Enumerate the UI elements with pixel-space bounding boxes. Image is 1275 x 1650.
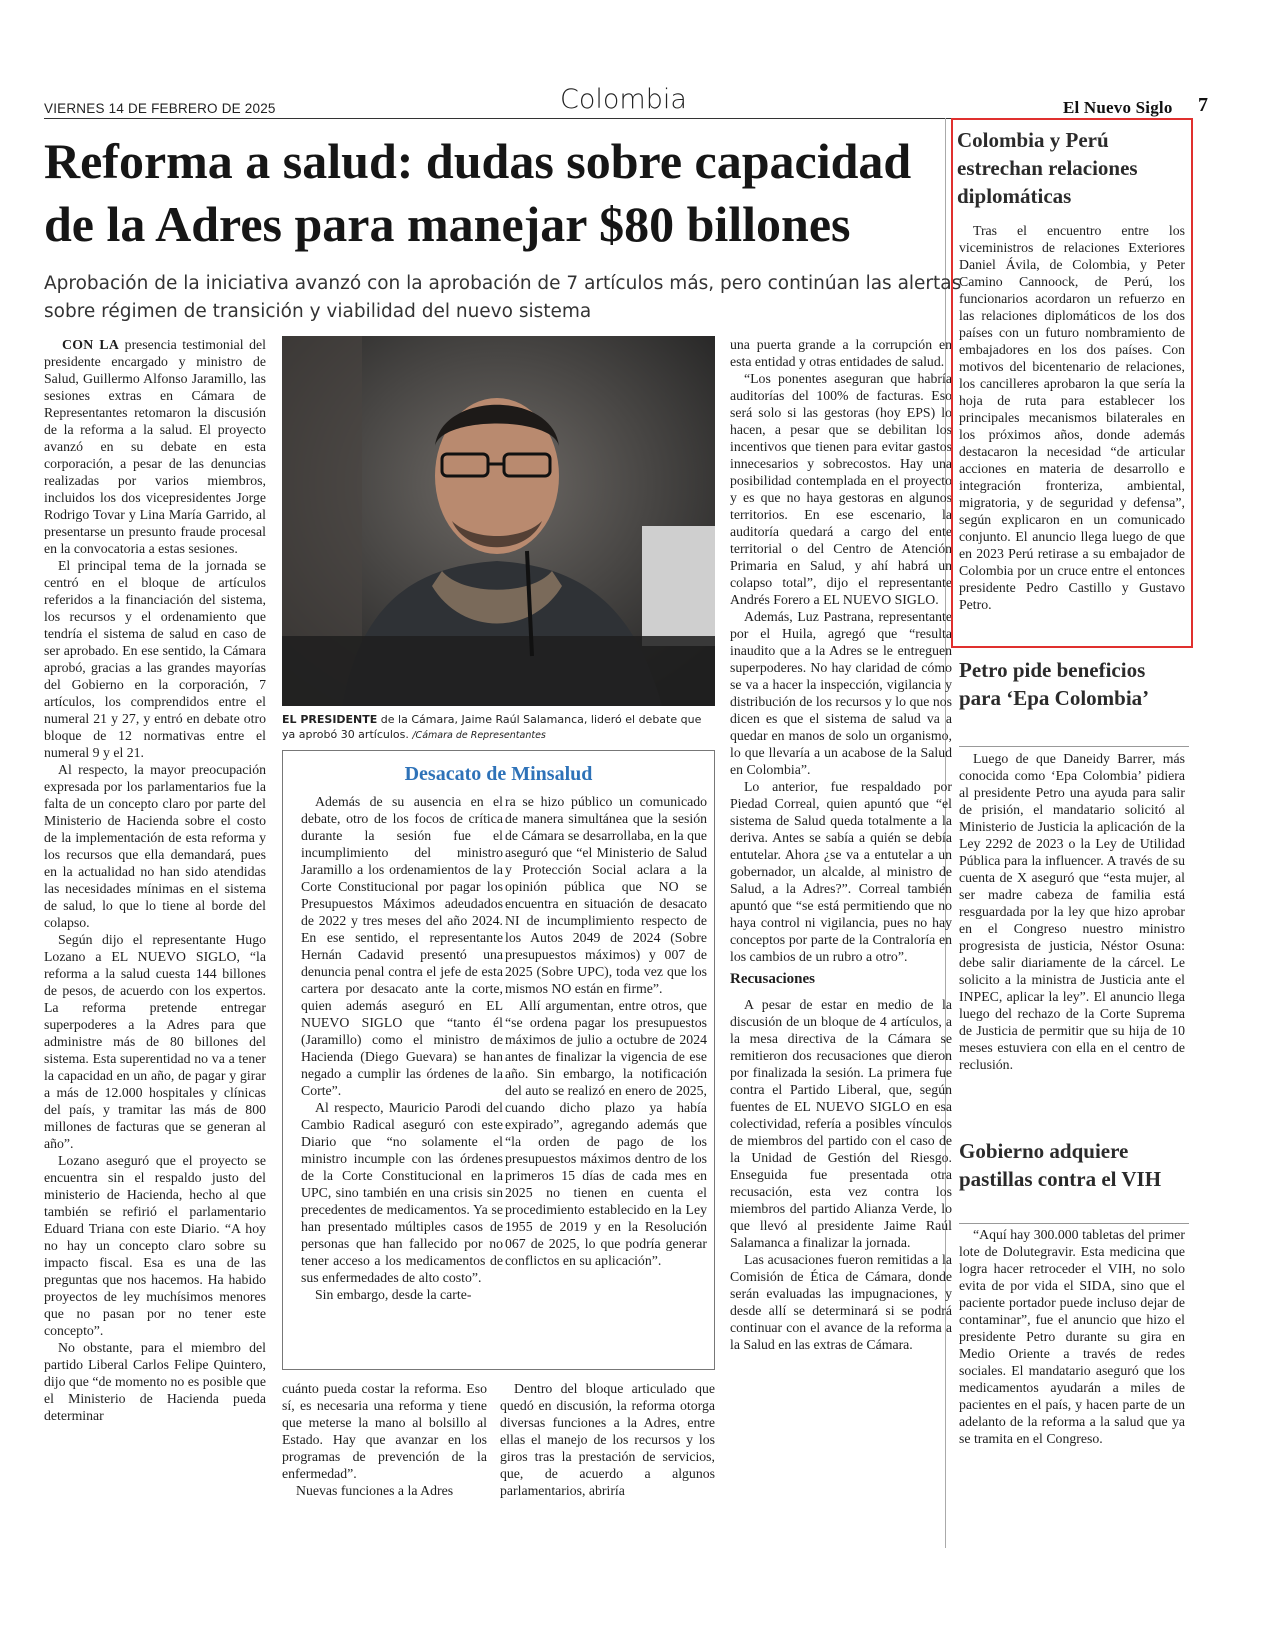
subhead-recusaciones: Recusaciones: [730, 971, 815, 987]
box-column-b: [505, 793, 707, 1363]
article-paragraph: Además, Luz Pastrana, representante por el Huila, agregó que “resulta inaudito que a la Adres se le entreguen superpoderes. No hay claridad de cómo se va a hacer la inspección, vigilancia y distribución de los recursos y lo que nos dicen es que el sistema de salud va a quedar en manos de solo un organismo, lo que llevaría a un acabose de la Salud en Colombia”.: [730, 609, 952, 777]
sidebar-story-3-title: Gobierno adquiere pastillas contra el VIH: [959, 1139, 1162, 1191]
article-paragraph: una puerta grande a la corrupción en esta entidad y otras entidades de salud.: [730, 337, 952, 369]
sidebar-rule: [959, 1223, 1189, 1224]
article-deck: Aprobación de la iniciativa avanzó con la aprobación de 7 artículos más, pero continúan las alertas sobre régimen de transición y viabilidad del nuevo sistema: [44, 273, 962, 322]
box-paragraph: Allí argumentan, entre otros, que “se ordena pagar los presupuestos máximos de julio a octubre de 2024 antes de finalizar la vigencia de ese año. Sin embargo, la notificación del auto se realizó en enero de 2025, cuando dicho plazo ya había expirado”, agregando además que “la orden de pago de los presupuestos máximos dentro de los primeros 15 días de cada mes en 2025 no tienen en cuenta el procedimiento establecido en la Ley 1955 de 2019 y en la Resolución 067 de 2025, lo que podría generar conflictos en su aplicación”.: [505, 998, 707, 1268]
article-paragraph: El principal tema de la jornada se centró en el bloque de artículos referidos a la financiación del sistema, los recursos y el ordenamiento que tendría el sistema de salud en caso de ser aprobado. En ese sentido, la Cámara aprobó, gracias a las grandes mayorías del Gobierno en la corporación, 7 artículos, los comprendidos entre el numeral 21 y 27, y entró en debate otro bloque de 12 normativas entre el numeral 9 y el 21.: [44, 558, 266, 760]
box-paragraph: ra se hizo público un comunicado de manera simultánea que la sesión de Cámara se desarrollaba, en la que aseguró que “el Ministerio de Salud y Protección Social aclara a la opinión pública que NO se encuentra en situación de desacato NI de incumplimiento respecto de los Autos 2049 de 2024 (Sobre presupuestos máximos) y 007 de 2025 (Sobre UPC), toda vez que los mismos NO están en firme”.: [505, 794, 707, 996]
article-paragraph: “Los ponentes aseguran que habría auditorías del 100% de facturas. Eso será solo si las gestoras (hoy EPS) lo hacen, a pesar que se debilitan los incentivos que tienen para evitar gastos innecesarios y sobrecostos. Hay una posibilidad contemplada en el proyecto y es que no haya gestoras en algunos territorios. En ese escenario, la auditoría quedará a cargo del ente territorial o del Centro de Atención Primaria en Salud, y ahí habrá un colapso total”, dijo el representante Andrés Forero a EL NUEVO SIGLO.: [730, 371, 952, 607]
article-paragraph: Dentro del bloque articulado que quedó en discusión, la reforma otorga diversas funciones a la Adres, entre ellas el manejo de los recursos y los giros tras la prestación de servicios, que, de acuerdo a algunos parlamentarios, abriría: [500, 1381, 715, 1498]
box-paragraph: Sin embargo, desde la carte-: [315, 1287, 472, 1302]
article-paragraph: No obstante, para el miembro del partido Liberal Carlos Felipe Quintero, dijo que “de momento no es posible que el Ministerio de Hacienda pueda determinar: [44, 1340, 266, 1423]
article-photo: [282, 336, 715, 706]
sidebar-story-1-title: Colombia y Perú estrechan relaciones diplomáticas: [957, 128, 1138, 208]
page-number: 7: [1198, 94, 1208, 116]
photo-caption: EL PRESIDENTE de la Cámara, Jaime Raúl Salamanca, lideró el debate que ya aprobó 30 artículos. /Cámara de Representantes: [282, 713, 702, 741]
sidebar-rule: [959, 746, 1189, 747]
newspaper-logo: El Nuevo Siglo: [1063, 98, 1173, 117]
headline-line-2: de la Adres para manejar $80 billones: [44, 196, 851, 252]
issue-date: VIERNES 14 DE FEBRERO DE 2025: [44, 101, 276, 116]
lead-in: CON LA: [62, 337, 120, 352]
article-paragraph: A pesar de estar en medio de la discusión de un bloque de 4 artículos, a la mesa directiva de la Cámara se remitieron dos recusaciones que dieron por finalizada la sesión. La primera fue contra el Partido Liberal, que, según fuentes de EL NUEVO SIGLO en esa colectividad, refería a posibles vínculos de miembros del partido con el caso de la Unidad de Gestión del Riesgo. Enseguida fue presentada otra recusación, esta vez contra los miembros del partido Alianza Verde, lo que llevó al presidente Jaime Raúl Salamanca a finalizar la jornada.: [730, 997, 952, 1250]
article-paragraph: Lozano aseguró que el proyecto se encuentra sin el respaldo justo del ministerio de Hacienda, hecho al que también se refirió el parlamentario Eduard Triana con este Diario. “A hoy no hay un concepto claro sobre su impacto fiscal. Esa es una de las preguntas que nos hacemos. Ha habido proyectos de ley muchísimos menores que no pasan por no tener este concepto”.: [44, 1153, 266, 1338]
article-paragraph: CON LA presencia testimonial del presidente encargado y ministro de Salud, Guillermo Alfonso Jaramillo, las sesiones extras en Cámara de Representantes retomaron la discusión de la reforma a la salud. El proyecto avanzó en su debate en esta corporación, a pesar de las denuncias realizadas por varios miembros, incluidos los dos vicepresidentes Jorge Rodrigo Tovar y Lina María Garrido, al presentarse un presunto fraude procesal en la convocatoria a estas sesiones.: [44, 337, 266, 556]
photo-illustration: [282, 336, 715, 706]
article-column-3: [500, 1380, 715, 1548]
box-paragraph: Al respecto, Mauricio Parodi del Cambio Radical aseguró con este Diario que “no solamente el ministro incumple con las órdenes de la Corte Constitucional en la UPC, sino también en una crisis sin precedentes de medicamentos. Ya se han presentado múltiples casos de personas que han fallecido por no tener acceso a los medicamentos de sus enfermedades de alto costo”.: [301, 1100, 503, 1285]
article-column-2: [282, 1380, 487, 1548]
sidebar-story-2-title: Petro pide beneficios para ‘Epa Colombia’: [959, 658, 1150, 710]
article-paragraph: Al respecto, la mayor preocupación expresada por los parlamentarios fue la falta de un concepto claro por parte del Ministerio de Hacienda sobre el costo de la implementación de esta reforma y los recursos que ella demandará, pues en la actualidad no han sido atendidas las necesidades mínimas en el sistema de salud, lo que lo tiene al borde del colapso.: [44, 762, 266, 930]
article-paragraph: Nuevas funciones a la Adres: [296, 1483, 454, 1498]
article-column-1: [44, 336, 266, 1548]
box-column-a: [301, 793, 503, 1363]
photo-credit: /Cámara de Representantes: [412, 730, 546, 741]
sidebar-story-2-body: Luego de que Daneidy Barrer, más conocida como ‘Epa Colombia’ pidiera al presidente Petro una ayuda para salir de prisión, el mandatario solicitó al Ministerio de Justicia la aplicación de la Ley 2292 de 2023 o la Ley de Utilidad Pública para la influencer. A través de su cuenta de X aseguró que “esta mujer, al ser madre cabeza de familia está resguardada por la ley que hizo aprobar en el Congreso nuestro ministro progresista de justicia, Néstor Osuna: debe salir diariamente de la cárcel. Le solicito a la ministra de Justicia ante el INPEC, aplicar la ley”. El anuncio llega luego del rechazo de la Corte Suprema de Justicia de permitir que su hija de 10 meses estuviera con ella en el centro de reclusión.: [959, 751, 1185, 1072]
article-column-4: [730, 336, 952, 1548]
header-rule: [44, 118, 990, 119]
desacato-box: [282, 750, 715, 1370]
box-paragraph: Además de su ausencia en el debate, otro de los focos de crítica durante la sesión fue el incumplimiento del ministro Jaramillo a los ordenamientos de la Corte Constitucional por pagar los Presupuestos Máximos adeudados de 2022 y tres meses del año 2024. En ese sentido, el representante Hernán Cadavid presentó una denuncia penal contra el jefe de esta cartera por desacato ante la corte, quien además aseguró en EL NUEVO SIGLO que “tanto él (Jaramillo) como el ministro de Hacienda (Diego Guevara) se han negado a cumplir las órdenes de la Corte”.: [301, 794, 503, 1098]
article-paragraph: cuánto pueda costar la reforma. Eso sí, es necesaria una reforma y tiene que meterse la mano al bolsillo al Estado. Hay que avanzar en los programas de prevención de la enfermedad”.: [282, 1381, 487, 1481]
box-title: Desacato de Minsalud: [404, 763, 593, 785]
sidebar-story-1-body: Tras el encuentro entre los viceministros de relaciones Exteriores Daniel Ávila, de Colombia, y Peter Camino Cannoock, de Perú, los funcionarios acordaron un refuerzo en las relaciones diplomáticos de los dos países con un futuro nombramiento de embajadores en los dos países. Con motivos del bicentenario de relaciones, los cancilleres aprobaron la que sería la hoja de ruta para establecer los principales mecanismos bilaterales en los próximos años, donde además destacaron la necesidad “de articular acciones en materia de desarrollo e integración fronteriza, ambiental, migratoria, y de seguridad y defensa”, según explicaron en un comunicado conjunto. El anuncio llega luego de que en 2023 Perú retirase a su embajador de Colombia por un cruce entre el entonces presidente Pedro Castillo y Gustavo Petro.: [959, 223, 1185, 612]
section-name: Colombia: [560, 84, 687, 115]
sidebar-story-3-body: “Aquí hay 300.000 tabletas del primer lote de Dolutegravir. Esta medicina que logra hacer retroceder el VIH, no solo evita de por vida el SIDA, sino que el paciente portador puede incluso dejar de contaminar”, fue el anuncio que hizo el presidente Petro durante su gira en Medio Oriente a través de redes sociales. El mandatario aseguró que los medicamentos ayudarán a miles de pacientes en el país, y hacen parte de un adelanto de la reforma a la salud que ya se tramita en el Congreso.: [959, 1227, 1185, 1446]
article-paragraph: Según dijo el representante Hugo Lozano a EL NUEVO SIGLO, “la reforma a la salud cuesta 144 billones de pesos, de acuerdo con los expertos. La reforma pretende entregar superpoderes a la Adres para que administre más de 80 billones del sistema. Esta superentidad no va a tener la capacidad en un año, de pagar y girar a más de 12.000 hospitales y clínicas del país, y tramitar las más de 800 millones de facturas que se generan al año”.: [44, 932, 266, 1151]
headline-line-1: Reforma a salud: dudas sobre capacidad: [44, 133, 912, 189]
main-headline: [44, 130, 964, 256]
article-paragraph: Las acusaciones fueron remitidas a la Comisión de Ética de Cámara, donde serán evaluadas las impugnaciones, y desde allí se determinará si se podrá continuar con el avance de la reforma a la Salud en las extras de Cámara.: [730, 1252, 952, 1352]
article-paragraph: Lo anterior, fue respaldado por Piedad Correal, quien apuntó que “el sistema de Salud queda totalmente a la deriva. Antes se sabía a quién se debía entutelar. Ahora ¿se va a entutelar a un gobernador, un alcalde, al ministro de Salud, a la Adres?”. Correal también apuntó que “se está permitiendo que no haya control ni vigilancia, pues no hay conceptos por parte de la Contraloría en los cambios de un rubro a otro”.: [730, 779, 952, 964]
